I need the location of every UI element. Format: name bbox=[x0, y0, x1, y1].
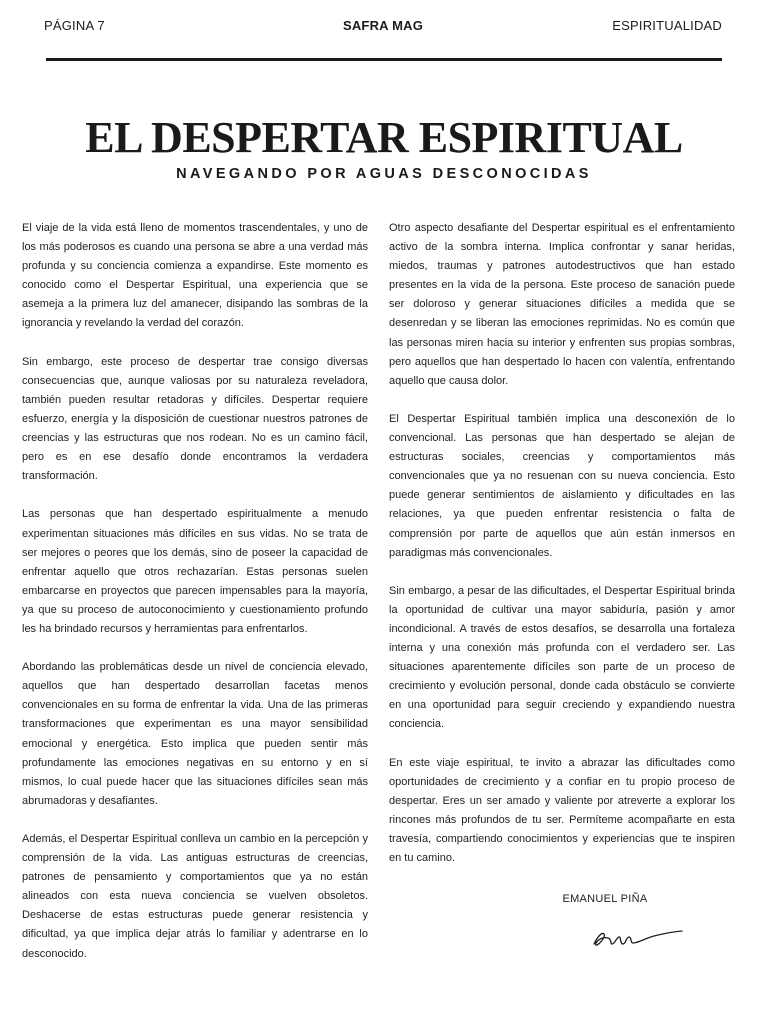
paragraph: Abordando las problemáticas desde un nivel de conciencia elevado, aquellos que han despertado desarrollan facetas menos convencionales en su forma de enfrentar la vida. Una de las primeras transformaciones que experimentan es una mayor sensibilidad emocional y energética. Esto implica que pueden sentir más profundamente las emociones negativas en su entorno y en sí mismos, lo cual puede hacer que las situaciones difíciles sean más abrumadoras y desafiantes. bbox=[22, 661, 368, 807]
author-name: EMANUEL PIÑA bbox=[562, 893, 648, 905]
magazine-name: SAFRA MAG bbox=[342, 18, 424, 33]
paragraph: El viaje de la vida está lleno de momentos trascendentales, y uno de los más poderosos es cuando una persona se abre a una verdad más profunda y su conciencia comienza a expandirse. Este momento es conocido como el Despertar Espiritual, una experiencia que se asemeja a la primera luz del amanecer, disipando las sombras de la ignorancia y revelando la verdad del corazón. bbox=[22, 222, 368, 330]
paragraph: Sin embargo, este proceso de despertar trae consigo diversas consecuencias que, aunque valiosas por su naturaleza reveladora, también pueden resultar retadoras y difíciles. Despertar requiere esfuerzo, energía y la disposición de cuestionar nuestros patrones de creencias y las estructuras que nos rodean. No es un camino fácil, pero es en ese desafío donde encontramos la verdadera transformación. bbox=[22, 355, 368, 483]
paragraph: Otro aspecto desafiante del Despertar espiritual es el enfrentamiento activo de la sombra interna. Implica confrontar y sanar heridas, miedos, traumas y patrones autodestructivos que han estado presentes en la vida de la persona. Este proceso de sanación puede ser doloroso y generar situaciones difíciles a medida que se desenredan y se liberan las emociones reprimidas. No es común que las personas miren hacia su interior y enfrenten sus propias sombras, pero aquellos que han despertado lo hacen con valentía, enfrentando aquello que causa dolor. bbox=[389, 222, 735, 387]
paragraph: El Despertar Espiritual también implica una desconexión de lo convencional. Las personas que han despertado se alejan de estructuras sociales, creencias y comportamientos más convencionales que ya no resuenan con su nueva conciencia. Esto puede generar sentimientos de aislamiento y dificultades en las relaciones, ya que pueden enfrentar resistencia o falta de comprensión por parte de aquellos que aún están inmersos en paradigmas más convencionales. bbox=[389, 412, 735, 559]
article-subtitle: NAVEGANDO POR AGUAS DESCONOCIDAS bbox=[176, 166, 592, 182]
right-column bbox=[389, 219, 735, 887]
paragraph: Sin embargo, a pesar de las dificultades, el Despertar Espiritual brinda la oportunidad de cultivar una mayor sabiduría, pasión y amor incondicional. A través de estos desafíos, se desarrolla una fortaleza interna y una conexión más profunda con el verdadero ser. Las situaciones aparentemente difíciles son parte de un proceso de crecimiento y evolución personal, donde cada obstáculo se convierte en una oportunidad para seguir creciendo y expandiendo nuestra conciencia. bbox=[389, 584, 735, 731]
paragraph: Las personas que han despertado espiritualmente a menudo experimentan situaciones más difíciles en sus vidas. No se trata de ser mejores o peores que los demás, sino de poseer la capacidad de enfrentar aquello que otros rechazarían. Estas personas suelen embarcarse en proyectos que parecen impensables para la mayoría, ya que su proceso de autoconocimiento y cuestionamiento profundo les ha brindado recursos y herramientas para enfrentarlos. bbox=[22, 508, 368, 635]
paragraph: Además, el Despertar Espiritual conlleva un cambio en la percepción y comprensión de la vida. Las antiguas estructuras de creencias, patrones de pensamiento y comportamientos que ya no están alineados con esta nueva conciencia se vuelven obsoletos. Deshacerse de estas estructuras puede generar resistencia y dificultad, ya que implica dejar atrás lo familiar y adentrarse en lo desconocido. bbox=[22, 833, 368, 960]
section-name: ESPIRITUALIDAD bbox=[612, 18, 722, 33]
signature-icon bbox=[588, 922, 688, 952]
header-divider bbox=[46, 58, 722, 61]
page-number: PÁGINA 7 bbox=[44, 18, 105, 33]
left-column bbox=[22, 219, 368, 983]
paragraph: En este viaje espiritual, te invito a abrazar las dificultades como oportunidades de crecimiento y a confiar en tu propio proceso de despertar. Eres un ser amado y valiente por atreverte a explorar los rincones más profundos de tu ser. Permíteme acompañarte en esta travesía, compartiendo conocimientos y experiencias que te inspiren en tu camino. bbox=[389, 756, 735, 865]
page-header bbox=[44, 18, 722, 36]
article-title: EL DESPERTAR ESPIRITUAL bbox=[85, 113, 683, 162]
